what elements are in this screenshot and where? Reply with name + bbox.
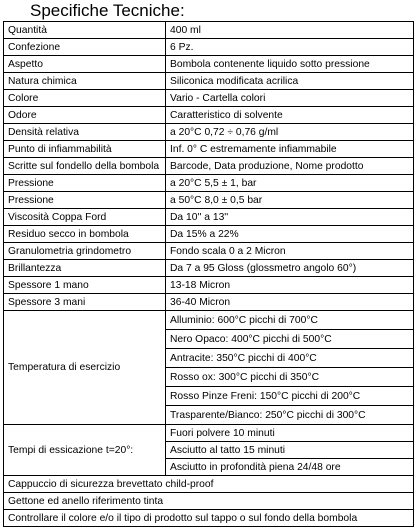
table-row <box>4 90 414 107</box>
note-text: Cappuccio di sicurezza brevettato child-proof <box>4 476 414 493</box>
table-row <box>4 124 414 141</box>
spec-label: Spessore 1 mano <box>4 277 166 294</box>
spec-label: Scritte sul fondello della bombola <box>4 158 166 175</box>
spec-value: Da 10'' a 13'' <box>166 209 414 226</box>
spec-label: Colore <box>4 90 166 107</box>
spec-label: Natura chimica <box>4 73 166 90</box>
table-row-note <box>4 476 414 493</box>
table-row <box>4 243 414 260</box>
temperature-item: Alluminio: 600°C picchi di 700°C <box>166 311 414 330</box>
temperature-item: Antracite: 350°C picchi di 400°C <box>166 349 414 368</box>
spec-value: 13-18 Micron <box>166 277 414 294</box>
table-row-note <box>4 493 414 510</box>
temperature-item: Rosso ox: 300°C picchi di 350°C <box>166 368 414 387</box>
spec-label: Aspetto <box>4 56 166 73</box>
table-row <box>4 22 414 39</box>
table-row <box>4 294 414 311</box>
table-row-note <box>4 510 414 527</box>
table-row <box>4 56 414 73</box>
table-row <box>4 107 414 124</box>
temperature-label: Temperatura di esercizio <box>4 311 166 425</box>
spec-value: 36-40 Micron <box>166 294 414 311</box>
drying-item: Fuori polvere 10 minuti <box>166 425 414 442</box>
spec-value: Vario - Cartella colori <box>166 90 414 107</box>
drying-label: Tempi di essicazione t=20°: <box>4 425 166 476</box>
spec-label: Pressione <box>4 192 166 209</box>
spec-value: Fondo scala 0 a 2 Micron <box>166 243 414 260</box>
spec-label: Quantità <box>4 22 166 39</box>
table-row <box>4 175 414 192</box>
table-row <box>4 192 414 209</box>
drying-item: Asciutto al tatto 15 minuti <box>166 442 414 459</box>
spec-value: Barcode, Data produzione, Nome prodotto <box>166 158 414 175</box>
spec-label: Punto di infiammabilità <box>4 141 166 158</box>
spec-value: 400 ml <box>166 22 414 39</box>
spec-label: Granulometria grindometro <box>4 243 166 260</box>
temperature-item: Nero Opaco: 400°C picchi di 500°C <box>166 330 414 349</box>
spec-value: a 50°C 8,0 ± 0,5 bar <box>166 192 414 209</box>
temperature-item: Rosso Pinze Freni: 150°C picchi di 200°C <box>166 387 414 406</box>
note-text: Controllare il colore e/o il tipo di prodotto sul tappo o sul fondo della bombola <box>4 510 414 527</box>
table-row <box>4 158 414 175</box>
table-row <box>4 39 414 56</box>
spec-label: Densità relativa <box>4 124 166 141</box>
spec-value: Inf. 0° C estremamente infiammabile <box>166 141 414 158</box>
spec-value: Caratteristico di solvente <box>166 107 414 124</box>
spec-label: Residuo secco in bombola <box>4 226 166 243</box>
note-text: Gettone ed anello riferimento tinta <box>4 493 414 510</box>
spec-label: Confezione <box>4 39 166 56</box>
spec-value: Da 7 a 95 Gloss (glossmetro angolo 60°) <box>166 260 414 277</box>
spec-table <box>3 21 414 527</box>
table-row <box>4 209 414 226</box>
spec-value: Da 15% a 22% <box>166 226 414 243</box>
spec-label: Spessore 3 mani <box>4 294 166 311</box>
spec-value: Bombola contenente liquido sotto pressione <box>166 56 414 73</box>
spec-label: Viscosità Coppa Ford <box>4 209 166 226</box>
table-row <box>4 141 414 158</box>
table-row <box>4 73 414 90</box>
table-row-temperature <box>4 311 414 330</box>
table-row <box>4 277 414 294</box>
page-title: Specifiche Tecniche: <box>30 1 185 20</box>
spec-value: a 20°C 0,72 ÷ 0,76 g/ml <box>166 124 414 141</box>
table-row <box>4 226 414 243</box>
spec-label: Pressione <box>4 175 166 192</box>
table-row-drying <box>4 425 414 442</box>
drying-item: Asciutto in profondità piena 24/48 ore <box>166 459 414 476</box>
spec-value: a 20°C 5,5 ± 1, bar <box>166 175 414 192</box>
spec-value: Siliconica modificata acrilica <box>166 73 414 90</box>
spec-label: Brillantezza <box>4 260 166 277</box>
spec-value: 6 Pz. <box>166 39 414 56</box>
temperature-item: Trasparente/Bianco: 250°C picchi di 300°C <box>166 406 414 425</box>
table-row <box>4 260 414 277</box>
spec-label: Odore <box>4 107 166 124</box>
